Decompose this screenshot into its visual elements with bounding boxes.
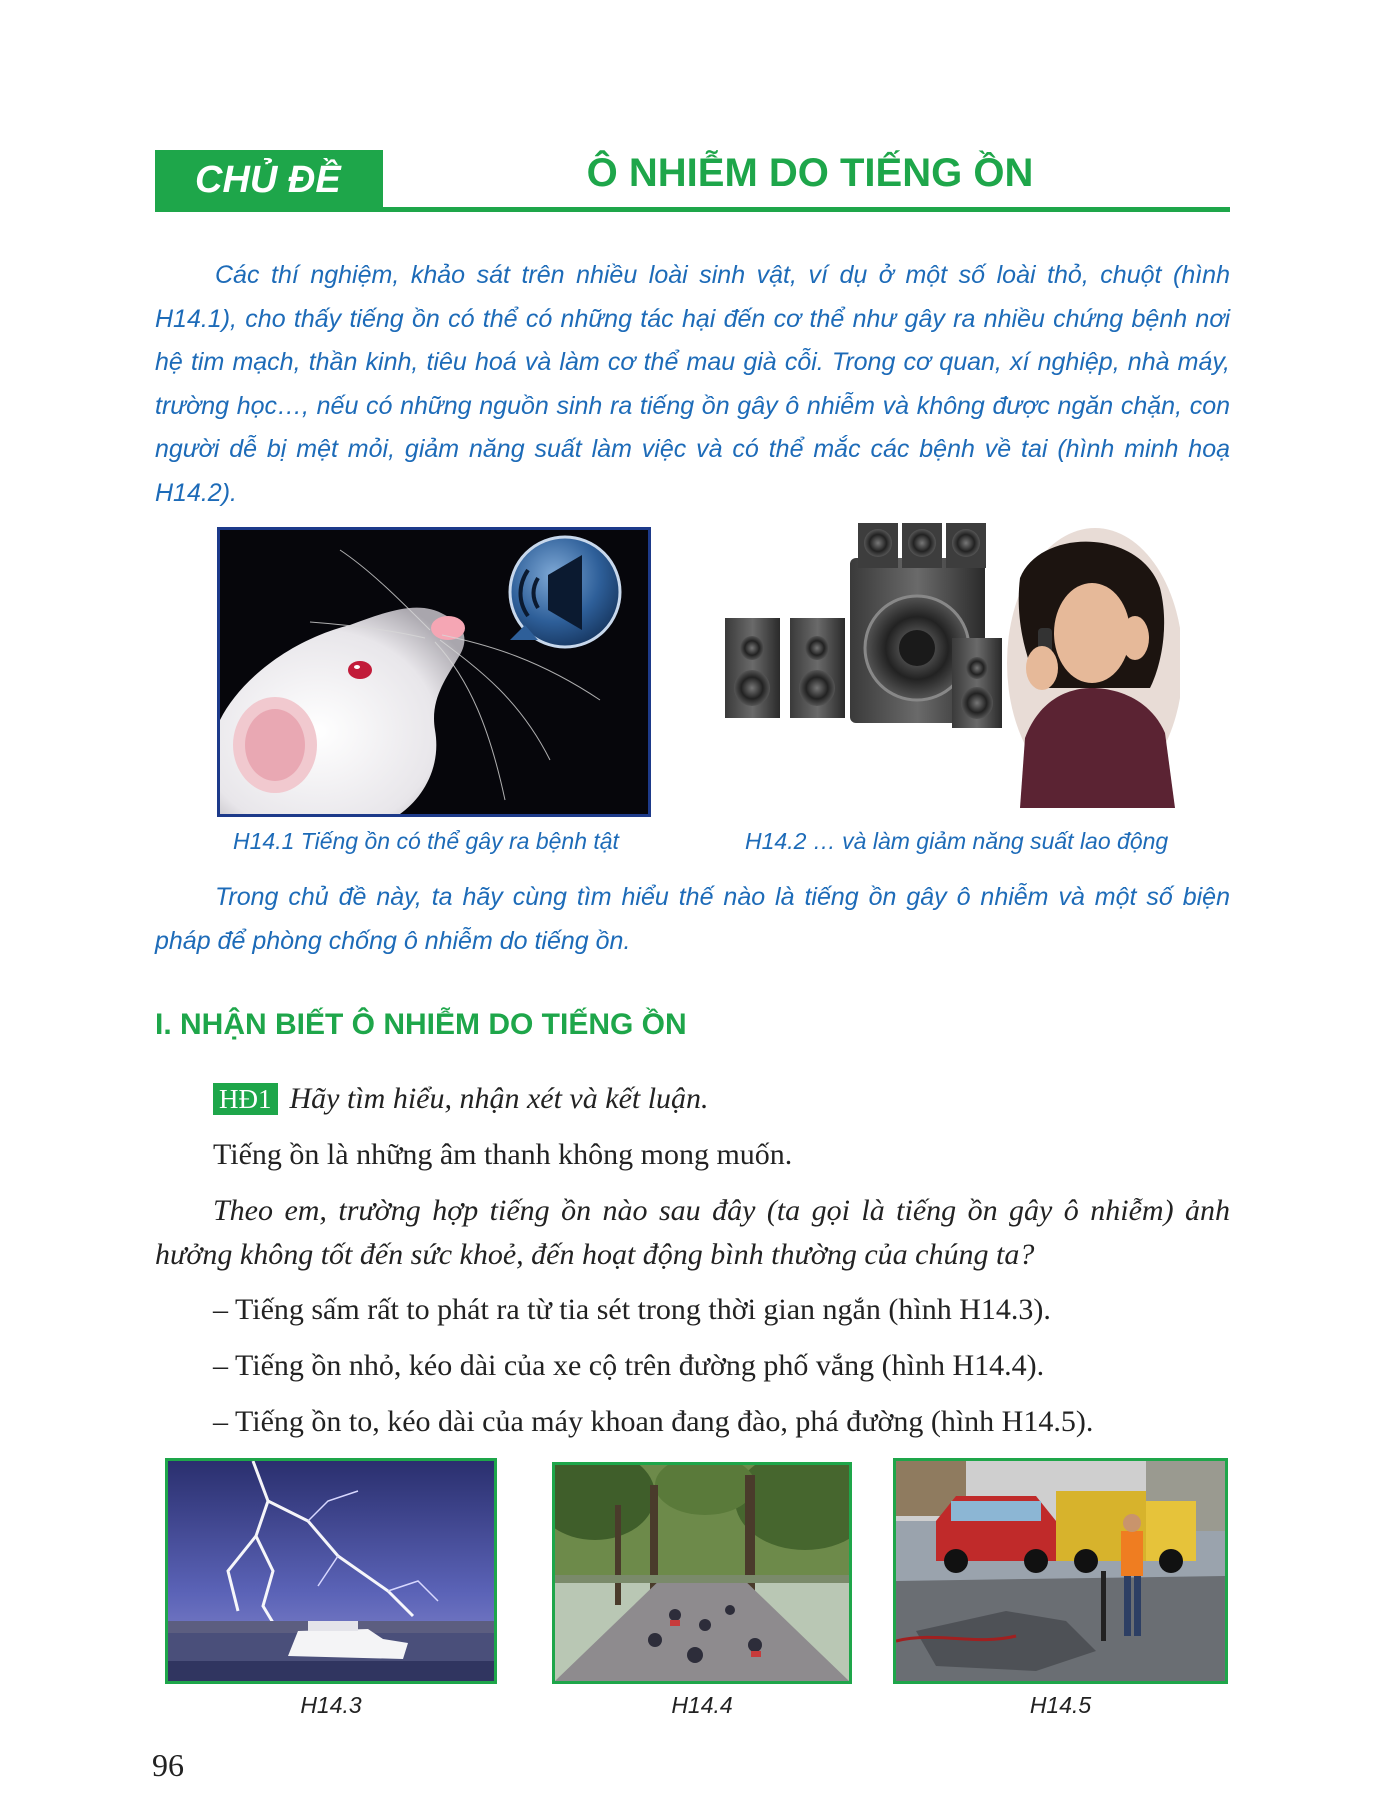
- figure-rat-image: [217, 527, 651, 817]
- figure-roadwork-image: [893, 1458, 1228, 1684]
- figure-lightning-image: [165, 1458, 497, 1684]
- figure-caption: H14.3: [300, 1692, 362, 1718]
- activity-instruction: Hãy tìm hiểu, nhận xét và kết luận.: [289, 1082, 709, 1115]
- page-number: 96: [152, 1747, 184, 1783]
- figure-speakers-image: [720, 518, 1180, 808]
- figure-caption: H14.5: [1029, 1692, 1092, 1718]
- outro-paragraph: Trong chủ đề này, ta hãy cùng tìm hiểu thế nào là tiếng ồn gây ô nhiễm và một số biện pháp để phòng chống ô nhiễm do tiếng ồn.: [155, 883, 1230, 955]
- header-rule: [155, 207, 1230, 212]
- topic-tag: CHỦ ĐỀ 14: [155, 150, 383, 210]
- question-text: Theo em, trường hợp tiếng ồn nào sau đây (ta gọi là tiếng ồn gây ô nhiễm) ảnh hưởng không tốt đến sức khoẻ, đến hoạt động bình thường của chúng ta?: [155, 1194, 1230, 1271]
- figure-caption: H14.2 … và làm giảm năng suất lao động: [745, 828, 1169, 854]
- figure-caption: H14.4: [671, 1692, 733, 1718]
- list-item: – Tiếng sấm rất to phát ra từ tia sét trong thời gian ngắn (hình H14.3).: [213, 1293, 1051, 1326]
- definition-text: Tiếng ồn là những âm thanh không mong muốn.: [213, 1138, 793, 1171]
- list-item: – Tiếng ồn nhỏ, kéo dài của xe cộ trên đường phố vắng (hình H14.4).: [213, 1349, 1045, 1382]
- intro-paragraph: Các thí nghiệm, khảo sát trên nhiều loài sinh vật, ví dụ ở một số loài thỏ, chuột (hình H14.1), cho thấy tiếng ồn có thể có những tác hại đến cơ thể như gây ra nhiều chứng bệnh nơi hệ tim mạch, thần kinh, tiêu hoá và làm cơ thể mau già cỗi. Trong cơ quan, xí nghiệp, nhà máy, trường học…, nếu có những nguồn sinh ra tiếng ồn gây ô nhiễm và không được ngăn chặn, con người dễ bị mệt mỏi, giảm năng suất làm việc và có thể mắc các bệnh về tai (hình minh hoạ H14.2).: [155, 261, 1230, 507]
- list-item: – Tiếng ồn to, kéo dài của máy khoan đang đào, phá đường (hình H14.5).: [213, 1405, 1094, 1438]
- page-title: Ô NHIỄM DO TIẾNG ỒN: [586, 151, 1034, 195]
- figure-street-image: [552, 1462, 852, 1684]
- section-heading: I. NHẬN BIẾT Ô NHIỄM DO TIẾNG ỒN: [155, 1008, 687, 1041]
- figure-caption: H14.1 Tiếng ồn có thể gây ra bệnh tật: [233, 828, 619, 854]
- activity-row: [213, 1082, 709, 1122]
- activity-badge: HĐ1: [213, 1083, 278, 1115]
